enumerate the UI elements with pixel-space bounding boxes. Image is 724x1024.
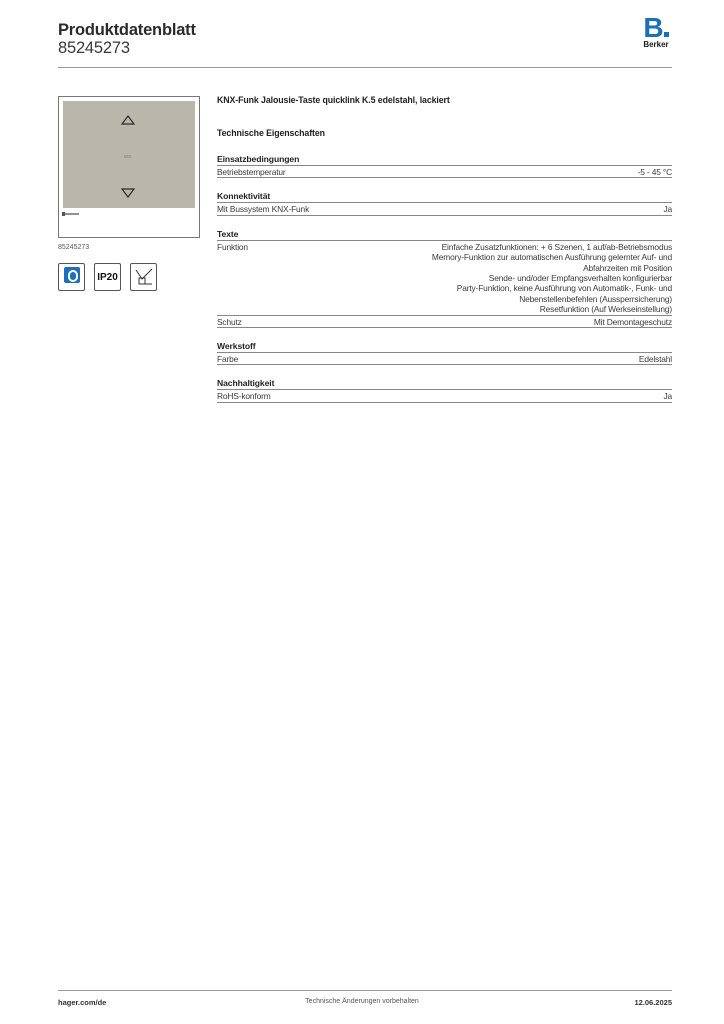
- installation-symbol-icon: [130, 263, 157, 291]
- spec-row: [217, 316, 672, 328]
- quality-seal-icon: [58, 263, 85, 291]
- spec-row: [217, 390, 672, 402]
- switch-plate: [63, 101, 195, 208]
- logo-letter: B: [643, 12, 663, 43]
- group-werkstoff: [217, 341, 672, 365]
- footer-date: 12.06.2025: [634, 998, 672, 1007]
- spec-value: Edelstahl: [638, 354, 672, 365]
- spec-value: -5 - 45 °C: [637, 167, 672, 177]
- spec-row: [217, 241, 672, 316]
- spec-label: Funktion: [217, 241, 248, 252]
- spec-value-line: Nebenstellenbefehlen (Aussperrsicherung): [519, 293, 672, 304]
- page-title: Produktdatenblatt: [58, 21, 196, 39]
- group-heading: Nachhaltigkeit: [217, 378, 672, 390]
- group-nachhaltigkeit: [217, 378, 672, 402]
- footer-divider: [58, 990, 672, 991]
- product-title: KNX-Funk Jalousie-Taste quicklink K.5 edelstahl, lackiert: [217, 95, 450, 105]
- spec-row: [217, 166, 672, 178]
- group-texte: [217, 229, 672, 328]
- logo-dot: [664, 32, 669, 37]
- spec-value-line: Resetfunktion (Auf Werkseinstellung): [539, 304, 672, 315]
- ip20-badge: IP20: [94, 263, 121, 291]
- header-divider: [58, 67, 672, 68]
- status-led: [124, 155, 131, 158]
- spec-row: [217, 203, 672, 215]
- group-konnektivitaet: [217, 191, 672, 215]
- article-number: 85245273: [58, 39, 130, 57]
- spec-value-line: Party-Funktion, keine Ausführung von Automatik-, Funk- und: [456, 283, 672, 294]
- spec-content: [217, 95, 672, 416]
- spec-label: RoHS-konform: [217, 391, 271, 402]
- spec-value: Ja: [663, 391, 672, 402]
- arrow-up-icon: [121, 115, 135, 125]
- spec-value-line: Memory-Funktion zur automatischen Ausführung gelernter Auf- und: [431, 252, 672, 263]
- arrow-down-icon: [121, 188, 135, 198]
- footer-disclaimer: Technische Änderungen vorbehalten: [305, 998, 419, 1005]
- certification-badges: [58, 263, 157, 291]
- spec-value: Mit Demontageschutz: [593, 316, 672, 327]
- spec-row: [217, 353, 672, 365]
- spec-value-line: Abfahrzeiten mit Position: [583, 262, 672, 273]
- spec-label: Schutz: [217, 316, 242, 327]
- spec-value-multiline: [248, 242, 672, 315]
- group-heading: Texte: [217, 229, 672, 241]
- spec-value-line: Einfache Zusatzfunktionen: + 6 Szenen, 1 auf/ab-Betriebsmodus: [441, 241, 672, 252]
- group-heading: Einsatzbedingungen: [217, 154, 672, 166]
- berker-logo: [638, 12, 674, 50]
- screw-icon: [62, 211, 80, 217]
- group-einsatzbedingungen: [217, 154, 672, 178]
- logo-text: Berker: [643, 40, 669, 49]
- footer-website-link[interactable]: hager.com/de: [58, 998, 107, 1007]
- group-heading: Werkstoff: [217, 341, 672, 353]
- product-image: [58, 96, 200, 238]
- spec-label: Mit Bussystem KNX-Funk: [217, 204, 310, 215]
- spec-label: Farbe: [217, 354, 239, 365]
- image-caption: 85245273: [58, 244, 90, 251]
- section-title: Technische Eigenschaften: [217, 128, 325, 138]
- group-heading: Konnektivität: [217, 191, 672, 203]
- spec-value: Ja: [663, 204, 672, 215]
- spec-value-line: Sende- und/oder Empfangsverhalten konfigurierbar: [488, 273, 672, 284]
- spec-label: Betriebstemperatur: [217, 167, 286, 177]
